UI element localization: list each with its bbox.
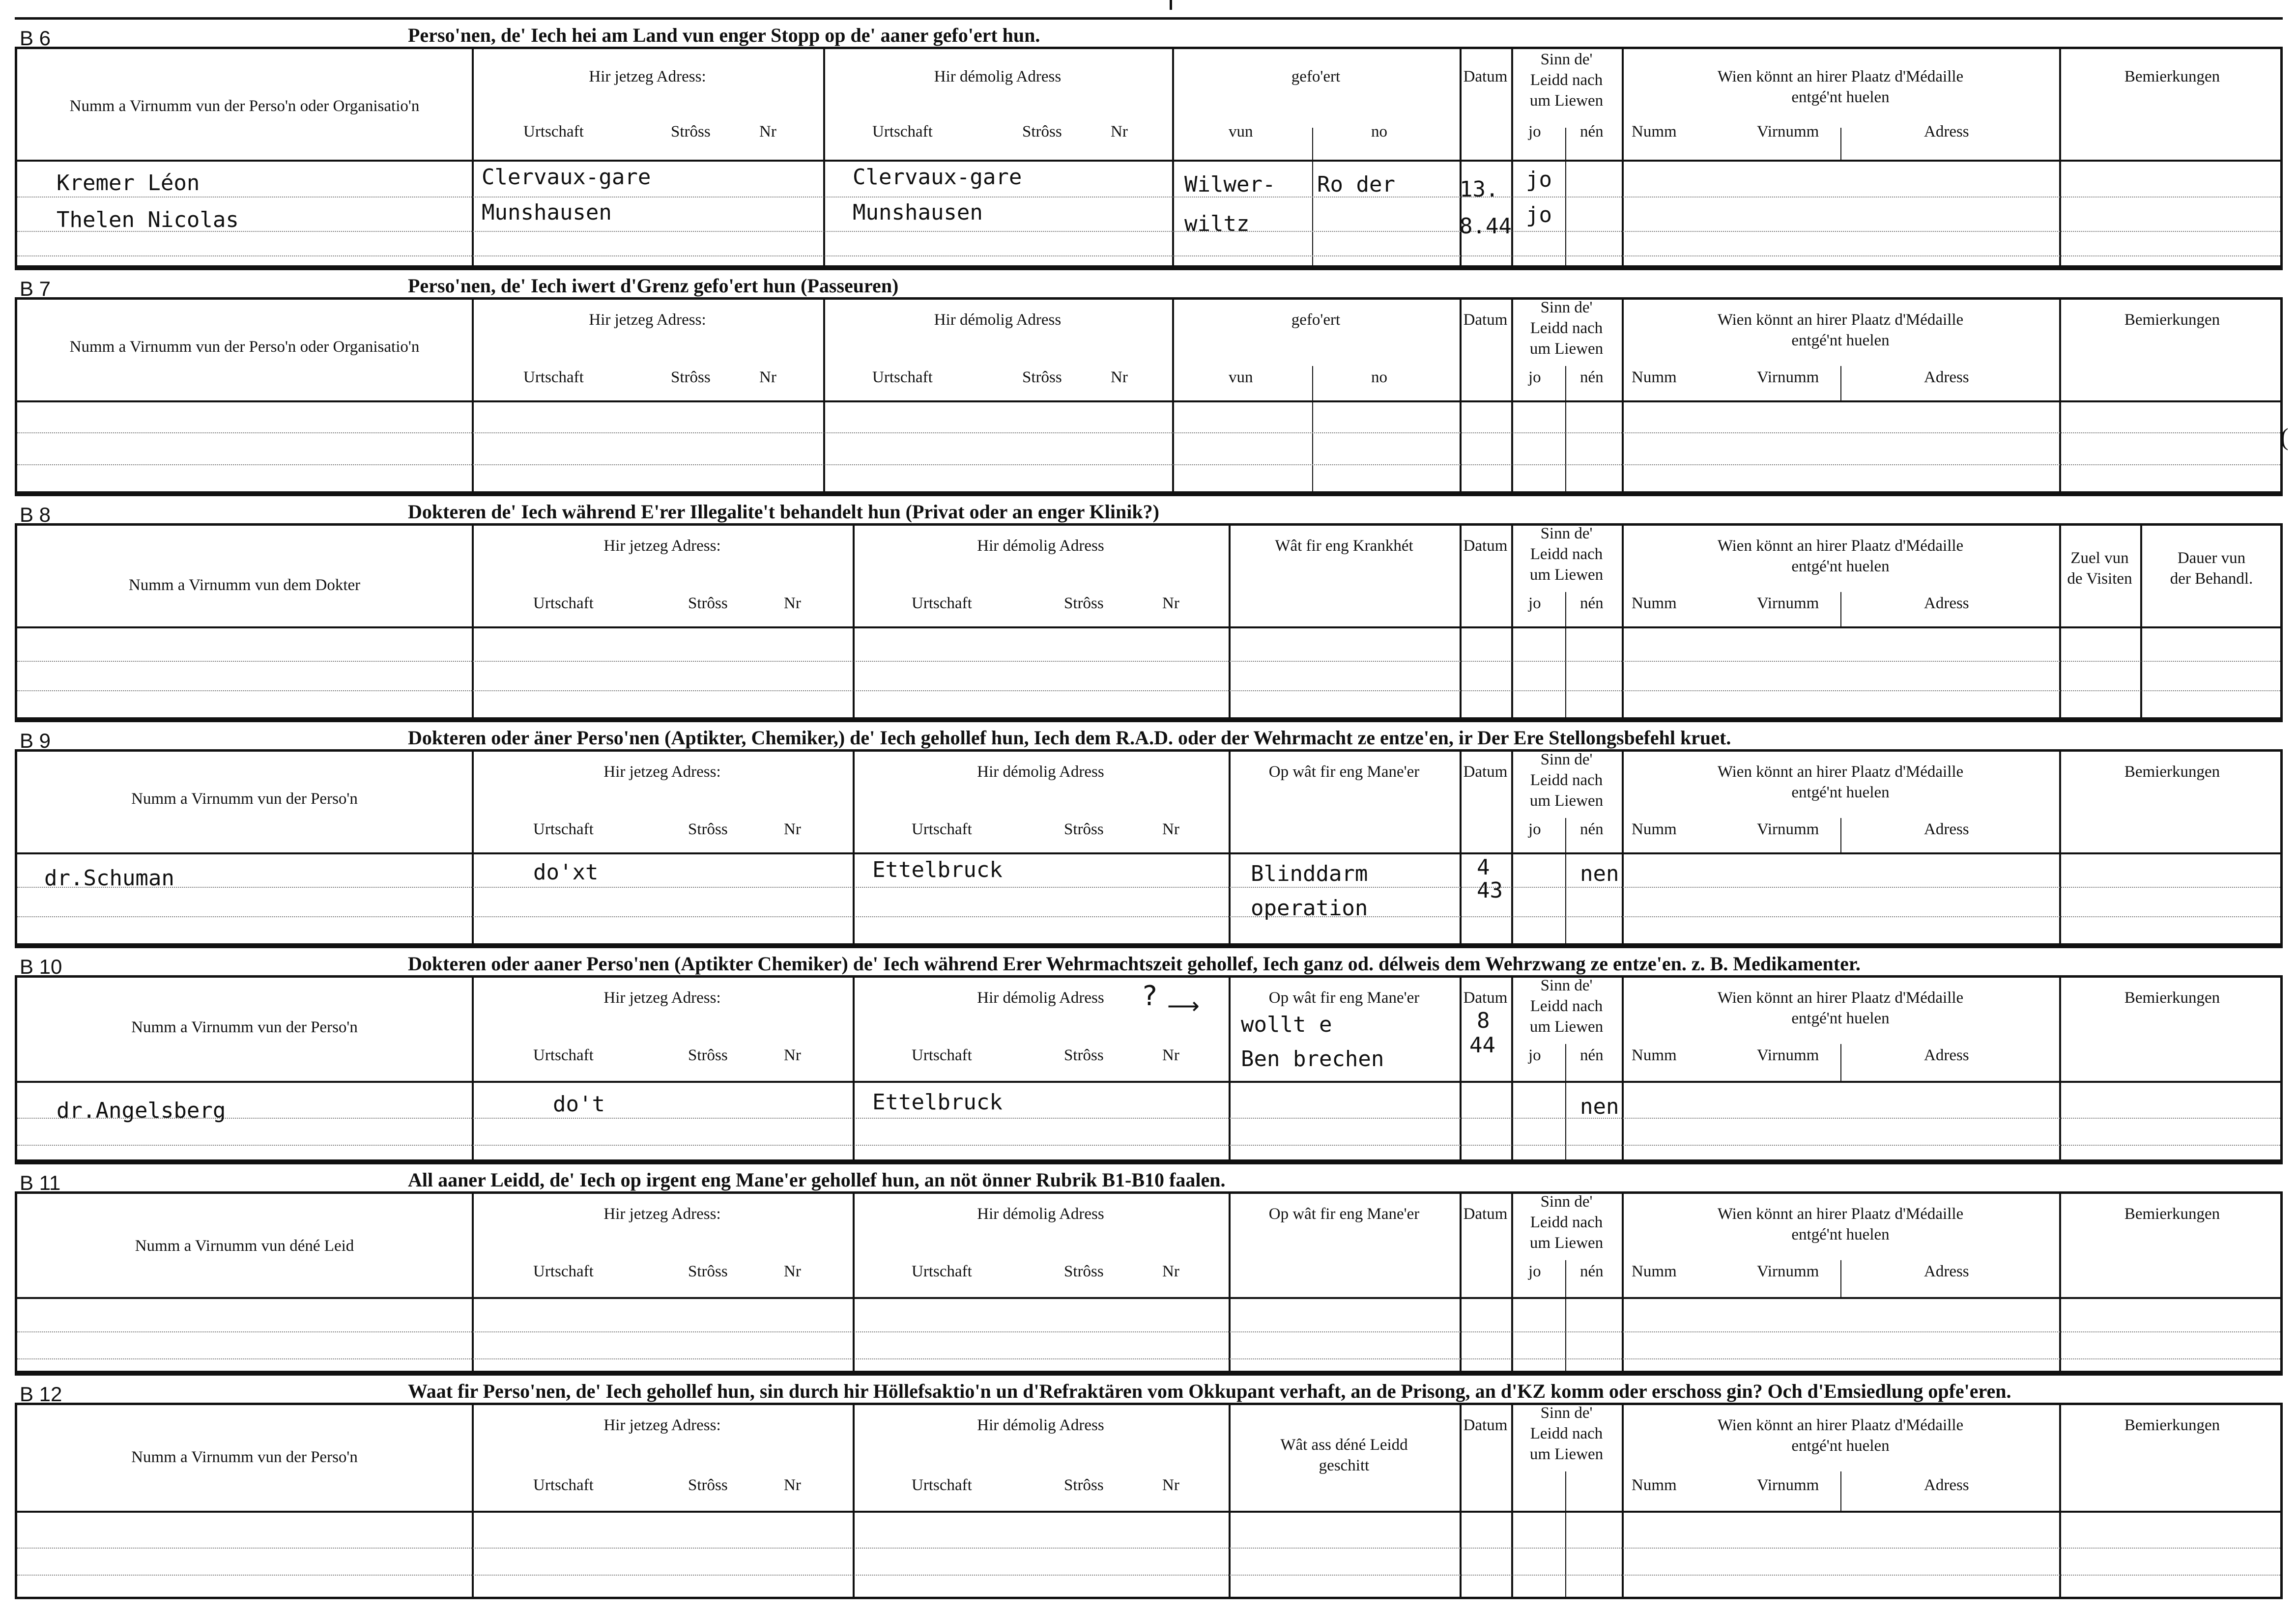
header-from: vun <box>1229 123 1253 141</box>
entry-current-address: do't <box>553 1092 605 1117</box>
header-transported: gefo'ert <box>1291 311 1341 329</box>
header-medal-2: entgé'nt huelen <box>1791 558 1890 575</box>
handwritten-question-mark: ? <box>1143 980 1157 1012</box>
header-locality: Urtschaft <box>912 820 972 838</box>
entry-date: 43 <box>1477 878 1503 903</box>
header-visits-2: de Visiten <box>2067 570 2132 588</box>
header-locality: Urtschaft <box>533 820 594 838</box>
header-alive-1: Sinn de' <box>1540 299 1593 316</box>
header-medal-1: Wien könnt an hirer Plaatz d'Médaille <box>1717 68 1964 85</box>
header-remarks: Bemierkungen <box>2124 763 2220 781</box>
header-medal-2: entgé'nt huelen <box>1791 1437 1890 1455</box>
header-current-address: Hir jetzeg Adress: <box>603 763 721 781</box>
header-locality: Urtschaft <box>912 1046 972 1064</box>
entry-current-address: do'xt <box>533 860 599 885</box>
header-number: Nr <box>784 1263 801 1280</box>
entry-date: 4 <box>1477 855 1490 880</box>
header-medal-1: Wien könnt an hirer Plaatz d'Médaille <box>1717 1205 1964 1223</box>
header-locality: Urtschaft <box>872 368 933 386</box>
header-surname: Numm <box>1632 123 1677 141</box>
header-number: Nr <box>1162 820 1179 838</box>
header-yes: jo <box>1528 594 1541 612</box>
header-alive-1: Sinn de' <box>1540 1193 1593 1211</box>
entry-date: 44 <box>1469 1033 1495 1058</box>
section-b7 <box>15 268 2283 494</box>
entry-current-address: Clervaux-gare <box>482 165 651 190</box>
header-number: Nr <box>784 594 801 612</box>
header-name: Numm a Virnumm vun der Perso'n oder Organisatio'n <box>69 97 420 115</box>
section-id: B 11 <box>20 1171 61 1194</box>
header-number: Nr <box>1111 123 1128 141</box>
header-alive-3: um Liewen <box>1529 1445 1604 1463</box>
header-medal-1: Wien könnt an hirer Plaatz d'Médaille <box>1717 311 1964 329</box>
header-number: Nr <box>759 368 776 386</box>
header-medal-1: Wien könnt an hirer Plaatz d'Médaille <box>1717 989 1964 1007</box>
header-alive-3: um Liewen <box>1529 792 1604 810</box>
top-binding-mark <box>1170 0 1172 10</box>
header-street: Strôss <box>688 1476 728 1494</box>
header-to: no <box>1371 368 1387 386</box>
entry-from: wiltz <box>1184 211 1250 236</box>
entry-former-address: Ettelbruck <box>872 857 1003 882</box>
header-street: Strôss <box>1064 1476 1104 1494</box>
section-title: Dokteren de' Iech während E'rer Illegalite't behandelt hun (Privat oder an enger Klinik?) <box>408 501 1159 523</box>
header-medal-2: entgé'nt huelen <box>1791 1226 1890 1243</box>
section-id: B 7 <box>20 277 51 300</box>
section-id: B 6 <box>20 27 51 50</box>
header-firstname: Virnumm <box>1757 820 1819 838</box>
header-street: Strôss <box>1064 594 1104 612</box>
header-to: no <box>1371 123 1387 141</box>
header-current-address: Hir jetzeg Adress: <box>603 989 721 1007</box>
header-no: nén <box>1580 123 1604 141</box>
header-former-address: Hir démolig Adress <box>977 989 1104 1007</box>
section-title: Dokteren oder äner Perso'nen (Aptikter, Chemiker,) de' Iech gehollef hun, Iech dem R.A.D. oder der Wehrmacht ze entze'en, ir Der Ere Stellongsbefehl kruet. <box>408 727 1731 749</box>
section-title: Perso'nen, de' Iech hei am Land vun enger Stopp op de' aaner gefo'ert hun. <box>408 24 1040 46</box>
section-title: Perso'nen, de' Iech iwert d'Grenz gefo'ert hun (Passeuren) <box>408 275 899 297</box>
header-alive-1: Sinn de' <box>1540 751 1593 768</box>
header-date: Datum <box>1463 311 1508 329</box>
section-table <box>15 297 2283 494</box>
header-street: Strôss <box>688 820 728 838</box>
header-surname: Numm <box>1632 368 1677 386</box>
header-name: Numm a Virnumm vun der Perso'n <box>131 790 358 808</box>
header-name: Numm a Virnumm vun der Perso'n <box>131 1018 358 1036</box>
section-b9 <box>15 720 2283 946</box>
entry-manner: Blinddarm <box>1251 861 1368 886</box>
header-street: Strôss <box>688 1046 728 1064</box>
header-current-address: Hir jetzeg Adress: <box>603 1416 721 1434</box>
header-firstname: Virnumm <box>1757 1046 1819 1064</box>
header-alive-3: um Liewen <box>1529 92 1604 110</box>
entry-manner: operation <box>1251 896 1368 921</box>
entry-manner: wollt e <box>1241 1012 1332 1037</box>
header-alive-2: Leidd nach <box>1530 1214 1603 1231</box>
section-b12 <box>15 1373 2283 1599</box>
header-medal-2: entgé'nt huelen <box>1791 88 1890 106</box>
header-yes: jo <box>1528 1263 1541 1280</box>
section-id: B 8 <box>20 503 51 526</box>
header-former-address: Hir démolig Adress <box>977 1416 1104 1434</box>
header-street: Strôss <box>1064 1263 1104 1280</box>
section-b8 <box>15 494 2283 720</box>
header-number: Nr <box>1162 1263 1179 1280</box>
header-no: nén <box>1580 820 1604 838</box>
entry-alive-no: nen <box>1580 1094 1619 1119</box>
header-date: Datum <box>1463 989 1508 1007</box>
header-remarks: Bemierkungen <box>2124 311 2220 329</box>
header-former-address: Hir démolig Adress <box>977 763 1104 781</box>
header-remarks: Bemierkungen <box>2124 1205 2220 1223</box>
entry-alive-yes: jo <box>1526 167 1552 192</box>
header-former-address: Hir démolig Adress <box>977 537 1104 555</box>
section-table <box>15 1191 2283 1373</box>
header-street: Strôss <box>1064 820 1104 838</box>
section-id: B 9 <box>20 729 51 752</box>
entry-date: 8 <box>1477 1008 1490 1033</box>
entry-current-address: Munshausen <box>482 200 612 225</box>
header-alive-2: Leidd nach <box>1530 1425 1603 1442</box>
header-visits-1: Zuel vun <box>2070 549 2129 567</box>
header-locality: Urtschaft <box>872 123 933 141</box>
header-locality: Urtschaft <box>523 368 584 386</box>
header-no: nén <box>1580 1263 1604 1280</box>
header-alive-1: Sinn de' <box>1540 51 1593 68</box>
section-id: B 10 <box>20 955 62 978</box>
header-alive-2: Leidd nach <box>1530 545 1603 563</box>
header-alive-3: um Liewen <box>1529 1234 1604 1252</box>
header-alive-2: Leidd nach <box>1530 997 1603 1015</box>
header-date: Datum <box>1463 1205 1508 1223</box>
header-yes: jo <box>1528 820 1541 838</box>
header-firstname: Virnumm <box>1757 123 1819 141</box>
header-address: Adress <box>1924 1046 1969 1064</box>
header-duration-1: Dauer vun <box>2177 549 2246 567</box>
header-former-address: Hir démolig Adress <box>934 68 1062 85</box>
header-alive-1: Sinn de' <box>1540 977 1593 994</box>
header-firstname: Virnumm <box>1757 594 1819 612</box>
header-remarks: Bemierkungen <box>2124 1416 2220 1434</box>
header-yes: jo <box>1528 1046 1541 1064</box>
section-header <box>15 1162 2283 1194</box>
header-number: Nr <box>784 820 801 838</box>
header-remarks: Bemierkungen <box>2124 989 2220 1007</box>
header-what-happened-2: geschitt <box>1319 1457 1370 1474</box>
header-locality: Urtschaft <box>533 594 594 612</box>
entry-alive-yes: jo <box>1526 202 1552 227</box>
header-medal-2: entgé'nt huelen <box>1791 332 1890 349</box>
header-medal-1: Wien könnt an hirer Plaatz d'Médaille <box>1717 537 1964 555</box>
header-medal-1: Wien könnt an hirer Plaatz d'Médaille <box>1717 1416 1964 1434</box>
header-current-address: Hir jetzeg Adress: <box>603 537 721 555</box>
header-street: Strôss <box>671 368 711 386</box>
header-name: Numm a Virnumm vun der Perso'n oder Organisatio'n <box>69 338 420 356</box>
header-alive-2: Leidd nach <box>1530 771 1603 789</box>
header-locality: Urtschaft <box>912 1476 972 1494</box>
margin-mark: ( <box>2280 423 2289 451</box>
section-title: All aaner Leidd, de' Iech op irgent eng Mane'er gehollef hun, an nöt önner Rubrik B1-B10 faalen. <box>408 1169 1226 1191</box>
header-alive-3: um Liewen <box>1529 340 1604 358</box>
header-former-address: Hir démolig Adress <box>934 311 1062 329</box>
header-manner: Op wât fir eng Mane'er <box>1268 763 1420 781</box>
header-firstname: Virnumm <box>1757 368 1819 386</box>
section-table <box>15 749 2283 946</box>
section-table <box>15 975 2283 1162</box>
header-number: Nr <box>1162 1046 1179 1064</box>
header-locality: Urtschaft <box>912 594 972 612</box>
section-header <box>15 494 2283 526</box>
entry-to: Ro der <box>1317 172 1395 197</box>
header-date: Datum <box>1463 763 1508 781</box>
header-manner: Op wât fir eng Mane'er <box>1268 1205 1420 1223</box>
header-locality: Urtschaft <box>533 1476 594 1494</box>
header-medal-2: entgé'nt huelen <box>1791 784 1890 801</box>
entry-name: Kremer Léon <box>57 170 200 196</box>
header-street: Strôss <box>1064 1046 1104 1064</box>
section-title: Dokteren oder aaner Perso'nen (Aptikter Chemiker) de' Iech während Erer Wehrmachtszeit gehollef, Iech ganz od. délweis dem Wehrzwang ze entze'en. z. B. Medikamenter. <box>408 953 1861 975</box>
header-address: Adress <box>1924 1263 1969 1280</box>
header-number: Nr <box>1162 594 1179 612</box>
header-surname: Numm <box>1632 1046 1677 1064</box>
header-date: Datum <box>1463 1416 1508 1434</box>
entry-former-address: Munshausen <box>853 200 983 225</box>
entry-from: Wilwer- <box>1184 172 1276 197</box>
header-address: Adress <box>1924 820 1969 838</box>
entry-manner: Ben brechen <box>1241 1046 1384 1072</box>
header-locality: Urtschaft <box>912 1263 972 1280</box>
header-medal-1: Wien könnt an hirer Plaatz d'Médaille <box>1717 763 1964 781</box>
header-alive-2: Leidd nach <box>1530 71 1603 89</box>
header-address: Adress <box>1924 368 1969 386</box>
header-current-address: Hir jetzeg Adress: <box>589 311 706 329</box>
entry-alive-no: nen <box>1580 861 1619 886</box>
header-alive-3: um Liewen <box>1529 1018 1604 1036</box>
section-header <box>15 268 2283 300</box>
section-table <box>15 47 2283 268</box>
header-firstname: Virnumm <box>1757 1263 1819 1280</box>
header-street: Strôss <box>1022 368 1062 386</box>
header-number: Nr <box>759 123 776 141</box>
header-street: Strôss <box>671 123 711 141</box>
header-surname: Numm <box>1632 1263 1677 1280</box>
header-duration-2: der Behandl. <box>2170 570 2253 588</box>
header-from: vun <box>1229 368 1253 386</box>
entry-date: 13. <box>1460 177 1499 202</box>
header-no: nén <box>1580 1046 1604 1064</box>
header-current-address: Hir jetzeg Adress: <box>589 68 706 85</box>
header-name: Numm a Virnumm vun déné Leid <box>135 1237 354 1255</box>
header-address: Adress <box>1924 1476 1969 1494</box>
header-alive-2: Leidd nach <box>1530 319 1603 337</box>
section-header <box>15 946 2283 978</box>
header-medal-2: entgé'nt huelen <box>1791 1010 1890 1027</box>
header-manner: Op wât fir eng Mane'er <box>1268 989 1420 1007</box>
arrow-icon: ⟶ <box>1167 992 1200 1019</box>
header-transported: gefo'ert <box>1291 68 1341 85</box>
header-locality: Urtschaft <box>533 1263 594 1280</box>
header-street: Strôss <box>688 594 728 612</box>
header-date: Datum <box>1463 537 1508 555</box>
section-b6 <box>15 17 2283 268</box>
header-address: Adress <box>1924 123 1969 141</box>
entry-date: 8.44 <box>1460 214 1512 239</box>
header-address: Adress <box>1924 594 1969 612</box>
header-locality: Urtschaft <box>533 1046 594 1064</box>
header-alive-1: Sinn de' <box>1540 1404 1593 1422</box>
section-id: B 12 <box>20 1383 62 1406</box>
header-no: nén <box>1580 594 1604 612</box>
header-illness: Wât fir eng Krankhét <box>1275 537 1413 555</box>
entry-name: Thelen Nicolas <box>57 207 239 232</box>
section-header <box>15 720 2283 752</box>
header-surname: Numm <box>1632 1476 1677 1494</box>
header-surname: Numm <box>1632 820 1677 838</box>
entry-name: dr.Schuman <box>44 866 174 891</box>
header-remarks: Bemierkungen <box>2124 68 2220 85</box>
header-what-happened-1: Wât ass déné Leidd <box>1280 1436 1408 1454</box>
section-header <box>15 17 2283 49</box>
header-surname: Numm <box>1632 594 1677 612</box>
header-number: Nr <box>1162 1476 1179 1494</box>
header-yes: jo <box>1528 368 1541 386</box>
header-locality: Urtschaft <box>523 123 584 141</box>
section-b10 <box>15 946 2283 1162</box>
entry-name: dr.Angelsberg <box>57 1098 226 1123</box>
entry-former-address: Ettelbruck <box>872 1090 1003 1115</box>
section-table <box>15 523 2283 720</box>
section-b11 <box>15 1162 2283 1373</box>
header-number: Nr <box>784 1046 801 1064</box>
section-header <box>15 1373 2283 1405</box>
header-alive-1: Sinn de' <box>1540 525 1593 542</box>
header-name: Numm a Virnumm vun der Perso'n <box>131 1448 358 1466</box>
header-yes: jo <box>1528 123 1541 141</box>
header-number: Nr <box>784 1476 801 1494</box>
section-table <box>15 1403 2283 1599</box>
header-doctor-name: Numm a Virnumm vun dem Dokter <box>128 576 361 594</box>
header-date: Datum <box>1463 68 1508 85</box>
header-former-address: Hir démolig Adress <box>977 1205 1104 1223</box>
header-street: Strôss <box>688 1263 728 1280</box>
header-current-address: Hir jetzeg Adress: <box>603 1205 721 1223</box>
header-no: nén <box>1580 368 1604 386</box>
entry-former-address: Clervaux-gare <box>853 165 1022 190</box>
header-street: Strôss <box>1022 123 1062 141</box>
header-number: Nr <box>1111 368 1128 386</box>
section-title: Waat fir Perso'nen, de' Iech gehollef hun, sin durch hir Höllefsaktio'n un d'Refraktären vom Okkupant verhaft, an de Prisong, an d'KZ komm oder erschoss gin? Och d'Emsiedlung opfe'eren. <box>408 1380 2011 1402</box>
header-alive-3: um Liewen <box>1529 566 1604 584</box>
header-firstname: Virnumm <box>1757 1476 1819 1494</box>
